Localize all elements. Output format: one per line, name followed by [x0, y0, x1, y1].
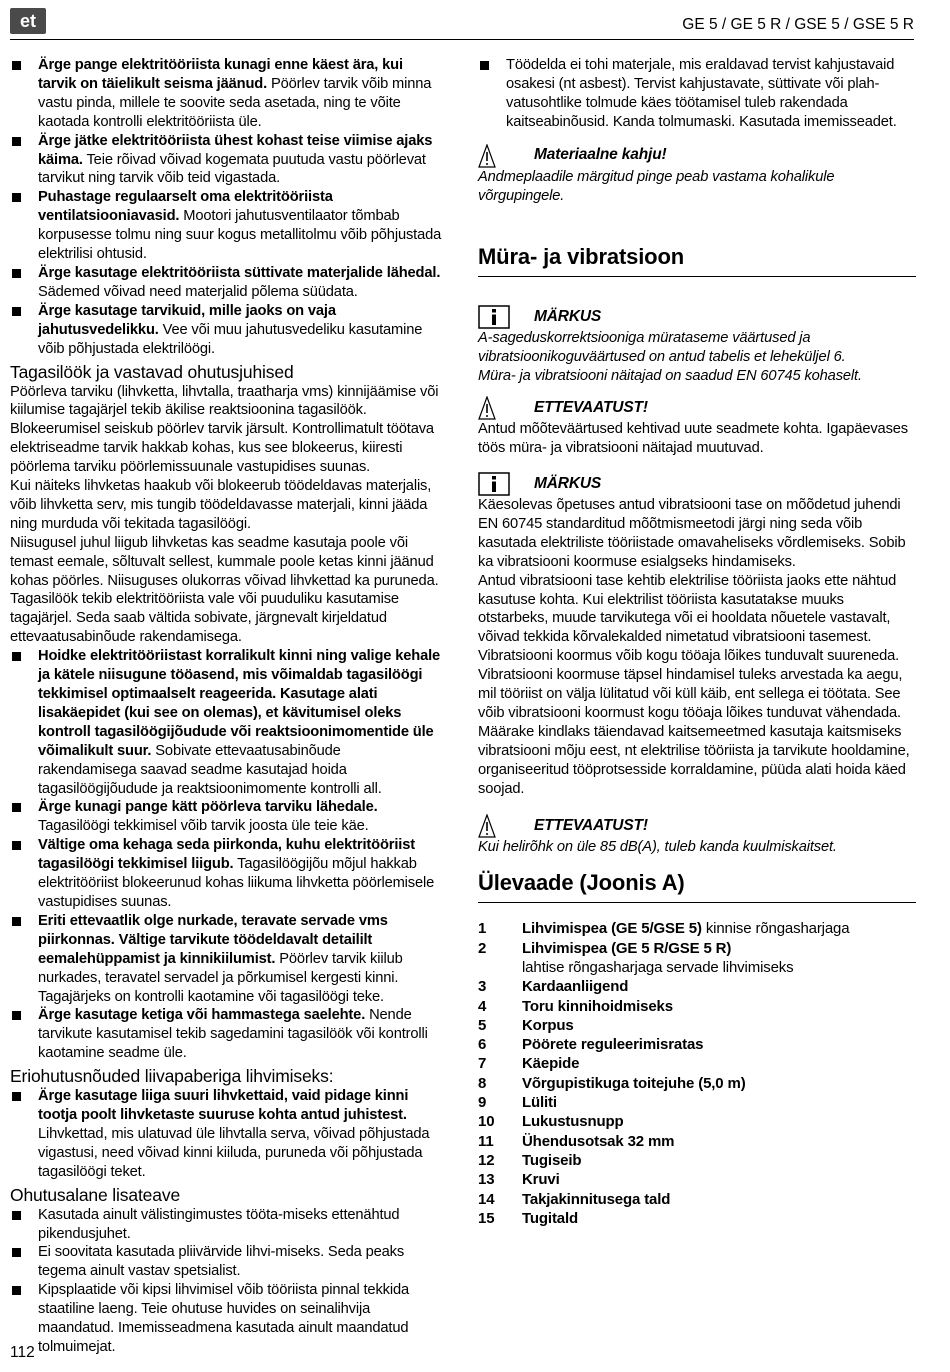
sanding-heading: Eriohutusnõuded liivapaberiga lihvimiseks:	[10, 1066, 334, 1087]
note-1	[478, 305, 916, 329]
caution-1-text: Antud mõõteväärtused kehtivad uute seadmete kohta. Igapäevases töös müra- ja vibratsiooni näitajad muutuvad.	[478, 421, 908, 457]
overview-item-label	[522, 1093, 916, 1112]
bullet-text: Pöörlev tarvik kiilub nurkades, teravatel servadel ja põrkumisel kergesti kinni. Tagajärjeks on kontrolli kaotamine või tagasilöögi teke.	[38, 950, 403, 1005]
overview-item-bold: Tugiseib	[522, 1151, 582, 1169]
overview-item-number: 10	[478, 1113, 495, 1131]
sanding-bullets	[10, 1087, 442, 1182]
overview-item-bold: Ühendusotsak 32 mm	[522, 1132, 675, 1150]
material-damage-notice	[478, 144, 916, 168]
bullet-text: Nende tarvikute kasutamisel tekib sagedamini tagasilöök või kontrolli kaotamine seadme üle.	[38, 1007, 428, 1062]
overview-item-bold: Korpus	[522, 1016, 574, 1034]
paragraph: Vibratsiooni koormuse täpsel hindamisel tuleks arvestada ka aegu, mil tööriist on välja lülitatud või küll käib, ent sellega ei töötata. See võib vibratsiooni koormust kogu tööaja lõikes tunduvat vähendada.	[478, 667, 903, 721]
note-1-text: A-sageduskorrektsiooniga mürataseme väärtused ja vibratsioonikoguväärtused on antud tabelis et leheküljel 6.	[478, 330, 846, 366]
bullet-item	[10, 647, 442, 798]
bullet-item: Ei soovitata kasutada pliivärvide lihvi-miseks. Seda peaks tegema ainult vastav spetsialist.	[10, 1243, 442, 1281]
bullet-text: Tagasilöögijõu mõjul hakkab elektritööriist blokeerunud kohas liikuma lihvketta pöörlemisele vastupidises suunas.	[38, 856, 435, 910]
overview-item-bold: Kardaanliigend	[522, 978, 629, 996]
bullet-item	[10, 264, 442, 302]
overview-item-number: 13	[478, 1171, 495, 1189]
bullet-item	[10, 1006, 442, 1063]
extra-safety-bullets	[10, 1206, 442, 1357]
overview-item-bold: Takjakinnitusega tald	[522, 1190, 671, 1208]
bullet-text: Sobivate ettevaatusabinõude rakendamisega saavad seadme kasutajad hoida tagasilöögijõudude ja reaktsioonimomente kontrolli all.	[38, 742, 382, 797]
bullet-bold-text: Ärge kasutage ketiga või hammastega saelehte.	[38, 1007, 366, 1024]
bullet-bold-text: Ärge pange elektritööriista kunagi enne käest ära, kui tarvik on täielikult seisma jäänud.	[38, 57, 403, 92]
left-column	[10, 56, 442, 1357]
bullet-bold-text: Vältige oma kehaga seda piirkonda, kuhu elektritööriist tagasilöögi tekkimisel liigub.	[38, 837, 415, 873]
warning-triangle-icon	[478, 396, 514, 420]
bullet-text: Tagasilöögi tekkimisel võib tarvik joosta üle teie käe.	[38, 818, 369, 835]
overview-item-number: 14	[478, 1190, 495, 1208]
overview-list	[478, 919, 916, 1228]
caution-2-text: Kui helirõhk on üle 85 dB(A), tuleb kanda kuulmiskaitset.	[478, 839, 837, 856]
overview-item-bold: Lihvimispea (GE 5 R/GSE 5 R)	[522, 939, 732, 957]
bullet-bold-text: Hoidke elektritööriistast korralikult kinni ning valige kehale ja kätele niisugune tööasend, mis võimaldab tagasilöögi tekkimisel optimaalselt reageerida. Kasutage alati lisakäepidet (kui see on olemas), et kävitumisel oleks kontroll tagasilöögijõudude või reaktsioonimomentide üle võimalikult suur.	[38, 648, 441, 759]
overview-item	[478, 1093, 916, 1112]
overview-item-label	[522, 977, 916, 996]
overview-item-label	[522, 1016, 916, 1035]
overview-item-bold: Toru kinnihoidmiseks	[522, 997, 673, 1015]
bullet-item	[10, 798, 442, 836]
note-2	[478, 472, 916, 496]
caution-2	[478, 814, 916, 838]
overview-item	[478, 1190, 916, 1209]
overview-item	[478, 1035, 916, 1054]
bullet-item: Kipsplaatide või kipsi lihvimisel võib tööriista pinnal tekkida staatiline laeng. Teie ohutuse huvides on seinalihvija maandatud. Imemisseadmena kasutada ainult maandatud tolmuimejat.	[10, 1281, 442, 1357]
safety-bullets	[10, 56, 442, 359]
material-damage-title: Materiaalne kahju!	[534, 146, 667, 164]
overview-item-number: 6	[478, 1036, 487, 1054]
page-number: 112	[10, 1344, 35, 1361]
overview-item-label	[522, 1190, 916, 1209]
overview-item	[478, 958, 916, 977]
kickback-paragraphs	[10, 383, 442, 648]
overview-item-label	[522, 1112, 916, 1131]
paragraph: Tagasilöök tekib elektritööriista vale või puuduliku kasutamise tagajärjel. Seda saab vältida sobivate, järgnevalt kirjeldatud ettevaatusabinõude rakendamisega.	[10, 591, 399, 646]
bullet-text: Teie rõivad võivad kogemata puutuda vastu pöörlevat tarvikut ning tarvik võib teid vigastada.	[38, 151, 426, 187]
overview-item	[478, 1151, 916, 1170]
bullet-bold-text: Ärge kasutage tarvikuid, mille jaoks on vaja jahutusvedelikku.	[38, 302, 336, 338]
paragraph: Antud vibratsiooni tase kehtib elektrilise tööriista jaoks ette nähtud kasutuse kohta. Kui elektrilist tööriista kasutatakse muuks otstarbeks, muude tarvikutega või ei hooldata nõuetele vastavalt, võivad tekkida kõrvalekalded nimetatud vibratsiooni tasemest. Vibratsiooni koormus võib kogu tööaja lõikes tunduvalt suureneda.	[478, 572, 900, 665]
overview-item-bold: Tugitald	[522, 1209, 579, 1227]
overview-item-label	[522, 939, 916, 958]
overview-item	[478, 1054, 916, 1073]
overview-item-text: kinnise rõngasharjaga	[701, 920, 850, 938]
bullet-item	[10, 132, 442, 189]
bullet-text: Sädemed võivad need materjalid põlema süüdata.	[38, 283, 358, 300]
bullet-item	[10, 56, 442, 132]
bullet-text: Mootori jahutusventilaator tõmbab korpusesse tolmu ning suur kogus metallitolmu võib põhjustada elektrilisi ohtusid.	[38, 208, 442, 263]
bullet-bold-text: Puhastage regulaarselt oma elektritööriista ventilatsiooniavasid.	[38, 189, 333, 225]
overview-item-number: 11	[478, 1132, 494, 1150]
bullet-item	[10, 302, 442, 359]
overview-item	[478, 997, 916, 1016]
warning-triangle-icon	[478, 144, 514, 168]
overview-item-bold: Lukustusnupp	[522, 1113, 624, 1131]
overview-item-label	[522, 1035, 916, 1054]
overview-item-bold: Lüliti	[522, 1094, 557, 1112]
overview-item	[478, 1170, 916, 1189]
bullet-text: Pöörlev tarvik võib minna vastu pinda, millele te soovite seda asetada, ning te võite kaotada kontrolli elektritööriista üle.	[38, 75, 432, 130]
overview-item-label	[522, 958, 916, 977]
overview-item-number: 9	[478, 1094, 487, 1112]
caution-1-title: ETTEVAATUST!	[534, 398, 648, 416]
note-1-title: MÄRKUS	[534, 307, 602, 325]
overview-item-label	[522, 1132, 916, 1151]
overview-heading: Ülevaade (Joonis A)	[478, 869, 916, 903]
bullet-text: Lihvkettad, mis ulatuvad üle lihvtalla serva, võivad põhjustada vigastusi, need võivad kinni kiiluda, puruneda või põhjustada tagasilöögi teket.	[38, 1125, 430, 1180]
overview-item	[478, 1209, 916, 1228]
overview-item-number: 5	[478, 1016, 487, 1034]
overview-item-text: lahtise rõngasharjaga servade lihvimiseks	[522, 958, 794, 976]
bullet-bold-text: Ärge kunagi pange kätt pöörleva tarviku lähedale.	[38, 799, 378, 816]
bullet-bold-text: Ärge kasutage elektritööriista süttivate materjalide lähedal.	[38, 264, 441, 281]
bullet-item	[10, 836, 442, 912]
overview-item-bold: Pöörete reguleerimisratas	[522, 1036, 704, 1054]
bullet-text: Vee või muu jahutusvedeliku kasutamine võib põhjustada elektrilöögi.	[38, 321, 423, 357]
overview-item-bold: Käepide	[522, 1055, 580, 1073]
overview-item-bold: Lihvimispea (GE 5/GSE 5)	[522, 920, 702, 938]
overview-item-label	[522, 997, 916, 1016]
header-divider	[10, 39, 914, 40]
overview-item-label	[522, 1151, 916, 1170]
warning-triangle-icon	[478, 814, 514, 838]
overview-item-label	[522, 1054, 916, 1073]
kickback-heading: Tagasilöök ja vastavad ohutusjuhised	[10, 361, 294, 382]
paragraph: Määrake kindlaks täiendavad kaitsemeetmed kasutaja kaitsmiseks vibratsiooni mõju eest, nt elektrilise tööriista ja tarvikute hooldamine, organiseeritud tööprotsesside korraldamine, püüda alati hoida käed soojad.	[478, 723, 910, 797]
bullet-bold-text: Ärge kasutage liiga suuri lihvkettaid, vaid pidage kinni tootja poolt lihvketaste suuruse kohta antud juhistest.	[38, 1088, 409, 1124]
extra-safety-heading: Ohutusalane lisateave	[10, 1184, 181, 1205]
overview-item	[478, 1074, 916, 1093]
overview-item-number: 7	[478, 1055, 487, 1073]
caution-2-title: ETTEVAATUST!	[534, 817, 648, 835]
noise-heading: Müra- ja vibratsioon	[478, 243, 916, 277]
overview-item	[478, 1112, 916, 1131]
paragraph: Käesolevas õpetuses antud vibratsiooni tase on mõõdetud juhendi EN 60745 standarditud mõõtmismeetodi järgi ning seda võib kasutada elektriliste tööriistade omavaheliseks võrdlemiseks. Sobib ka vibratsiooni koormuse esialgseks hindamiseks.	[478, 496, 906, 570]
bullet-item	[10, 188, 442, 264]
overview-item-label	[522, 1209, 916, 1228]
overview-item	[478, 1016, 916, 1035]
materials-warning-bullet: Töödelda ei tohi materjale, mis eraldavad tervist kahjustavaid osakesi (nt asbest). Tervist kahjustavate, süttivate või plah-vatusohtlike tolmude käes töötamisel tuleb rakendada kaitseabinõusid. Kanda tolmumaski. Kasutada imemisseadet.	[478, 56, 916, 132]
info-icon	[478, 472, 514, 496]
bullet-item	[10, 912, 442, 1007]
bullet-item: Kasutada ainult välistingimustes tööta-miseks ettenähtud pikendusjuhet.	[10, 1206, 442, 1244]
right-column	[478, 56, 916, 1228]
language-badge: et	[10, 8, 46, 34]
overview-item-number: 2	[478, 939, 487, 957]
note-1-text-2: Müra- ja vibratsiooni näitajad on saadud EN 60745 kohaselt.	[478, 368, 862, 385]
paragraph: Pöörleva tarviku (lihvketta, lihvtalla, traatharja vms) kinnijäämise või kiilumise tagajärjel tekib äkilise reaktsioonina tagasilöök. Blokeerumisel seiskub pöörlev tarvik järsult. Kontrollimatult töötava elektriseadme tarvik hakkab kohas, kus see blokeerus, kiiresti pöörlema tarviku pöörlemissuunale vastupidises suunas.	[10, 383, 439, 476]
bullet-item	[10, 1087, 442, 1182]
overview-item-number: 15	[478, 1209, 495, 1227]
overview-item-label	[522, 1074, 916, 1093]
overview-item-number: 3	[478, 978, 487, 996]
model-header: GE 5 / GE 5 R / GSE 5 / GSE 5 R	[682, 16, 914, 33]
overview-item	[478, 939, 916, 958]
overview-item-number: 4	[478, 997, 487, 1015]
overview-item-bold: Võrgupistikuga toitejuhe (5,0 m)	[522, 1074, 746, 1092]
overview-item-number: 1	[478, 920, 487, 938]
material-damage-text: Andmeplaadile märgitud pinge peab vastama kohalikule võrgupingele.	[478, 168, 835, 204]
overview-item	[478, 919, 916, 938]
paragraph: Niisugusel juhul liigub lihvketas kas seadme kasutaja poole või temast eemale, sõltuvalt sellest, kummale poole ketas kinni jäänud kohas pöörles. Niisuguses olukorras võivad lihvkettad ka puruneda.	[10, 534, 439, 589]
overview-item-number: 8	[478, 1074, 487, 1092]
overview-item-label	[522, 1170, 916, 1189]
bullet-bold-text: Eriti ettevaatlik olge nurkade, teravate servade vms piirkonnas. Vältige tarvikute töödeldavalt detaililt eemalehüppamist ja kinnikiilumist.	[38, 912, 388, 967]
overview-item-label	[522, 919, 916, 938]
overview-item	[478, 1132, 916, 1151]
overview-item-number: 12	[478, 1151, 495, 1169]
overview-item	[478, 977, 916, 996]
caution-1	[478, 396, 916, 420]
overview-item-number	[478, 958, 522, 977]
note-2-paragraphs	[478, 496, 916, 799]
overview-item-bold: Kruvi	[522, 1171, 560, 1189]
info-icon	[478, 305, 514, 329]
note-2-title: MÄRKUS	[534, 474, 602, 492]
bullet-bold-text: Ärge jätke elektritööriista ühest kohast teise viimise ajaks käima.	[38, 132, 433, 168]
paragraph: Kui näiteks lihvketas haakub või blokeerub töödeldavas materjalis, võib lihvketta serv, mis tungib töödeldavasse materjali, kinni jääda ning murduda või tekitada tagasilöögi.	[10, 478, 432, 532]
kickback-bullets	[10, 647, 442, 1063]
